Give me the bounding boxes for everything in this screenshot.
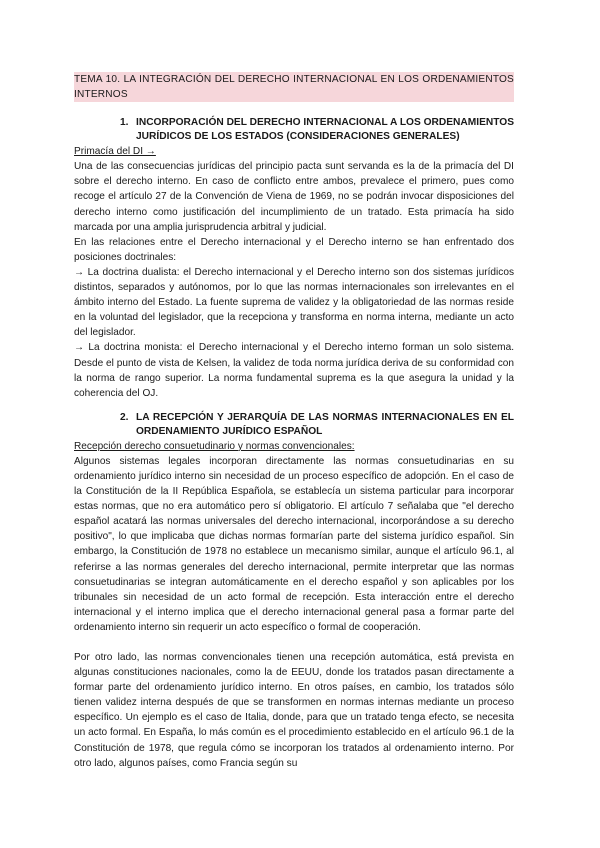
section-2-heading-text: LA RECEPCIÓN Y JERARQUÍA DE LAS NORMAS INTERNACIONALES EN EL ORDENAMIENTO JURÍDICO ESPAÑOL [136, 411, 514, 437]
section-1-number: 1. [120, 117, 129, 129]
section-1-heading [120, 116, 514, 144]
section-1-subheading: Primacía del DI → [74, 146, 156, 158]
section-1-heading-text: INCORPORACIÓN DEL DERECHO INTERNACIONAL A LOS ORDENAMIENTOS JURÍDICOS DE LOS ESTADOS (CONSIDERACIONES GENERALES) [136, 117, 514, 143]
section-2-subheading: Recepción derecho consuetudinario y normas convencionales: [74, 440, 355, 452]
section-1-paragraph: Una de las consecuencias jurídicas del principio pacta sunt servanda es la de la primacía del DI sobre el derecho interno. En caso de conflicto entre ambos, prevalece el primero, pues como recoge el artículo 27 de la Convención de Viena de 1969, no se podrán invocar disposiciones del derecho interno como justificación del incumplimiento de un tratado. Esta primacía ha sido marcada por una amplia jurisprudencia arbitral y judicial. [74, 161, 514, 233]
section-1-paragraph: → La doctrina dualista: el Derecho internacional y el Derecho interno son dos sistemas jurídicos distintos, separados y autónomos, por lo que las normas internacionales son irrelevantes en el ámbito interno del Estado. La fuente suprema de validez y la obligatoriedad de las normas reside en la voluntad del legislador, que la recepciona y transforma en norma interna, mediante un acto del legislador. [74, 266, 514, 339]
section-1-paragraph: → La doctrina monista: el Derecho internacional y el Derecho interno forman un solo sistema. Desde el punto de vista de Kelsen, la validez de toda norma jurídica deriva de su conformidad con la norma de rango superior. La norma fundamental suprema es la que asegura la unidad y la coherencia del OJ. [74, 342, 514, 399]
section-2-paragraph: Por otro lado, las normas convencionales tienen una recepción automática, está prevista en algunas constituciones nacionales, como la de EEUU, donde los tratados pasan directamente a formar parte del ordenamiento jurídico interno. En otros países, en cambio, los tratados sólo tienen validez interna después de que se transformen en normas internas mediante un proceso específico. Un ejemplo es el caso de Italia, donde, para que un tratado tenga efecto, se necesita un acto formal. En España, lo más común es el procedimiento establecido en el artículo 96.1 de la Constitución de 1978, que regula cómo se incorporan los tratados al ordenamiento interno. Por otro lado, algunos países, como Francia según su [74, 652, 514, 769]
document-title: TEMA 10. LA INTEGRACIÓN DEL DERECHO INTERNACIONAL EN LOS ORDENAMIENTOS INTERNOS [74, 72, 514, 102]
section-2-number: 2. [120, 411, 129, 423]
section-2-heading [120, 411, 514, 439]
section-2-paragraph: Algunos sistemas legales incorporan directamente las normas consuetudinarias en su ordenamiento jurídico interno sin necesidad de un proceso específico de adopción. En el caso de la Constitución de la II República Española, se establecía un sistema particular para incorporar estas normas, que no era automático pero sí obligatorio. El artículo 7 señalaba que "el derecho español acatará las normas universales del derecho internacional, incorporándose a su derecho positivo", lo que implicaba que dichas normas formarían parte del sistema jurídico español. Sin embargo, la Constitución de 1978 no establece un mecanismo similar, aunque el artículo 96.1, al referirse a las normas generales del derecho internacional, permite interpretar que las normas consuetudinarias se integran automáticamente en el derecho español y son aplicables por los tribunales sin necesidad de un acto formal de recepción. Esta interacción entre el derecho internacional y el interno implica que el derecho internacional general pasa a formar parte del ordenamiento interno sin requerir un acto específico o formal de cooperación. [74, 455, 514, 633]
section-1-paragraph: En las relaciones entre el Derecho internacional y el Derecho interno se han enfrentado dos posiciones doctrinales: [74, 236, 514, 263]
